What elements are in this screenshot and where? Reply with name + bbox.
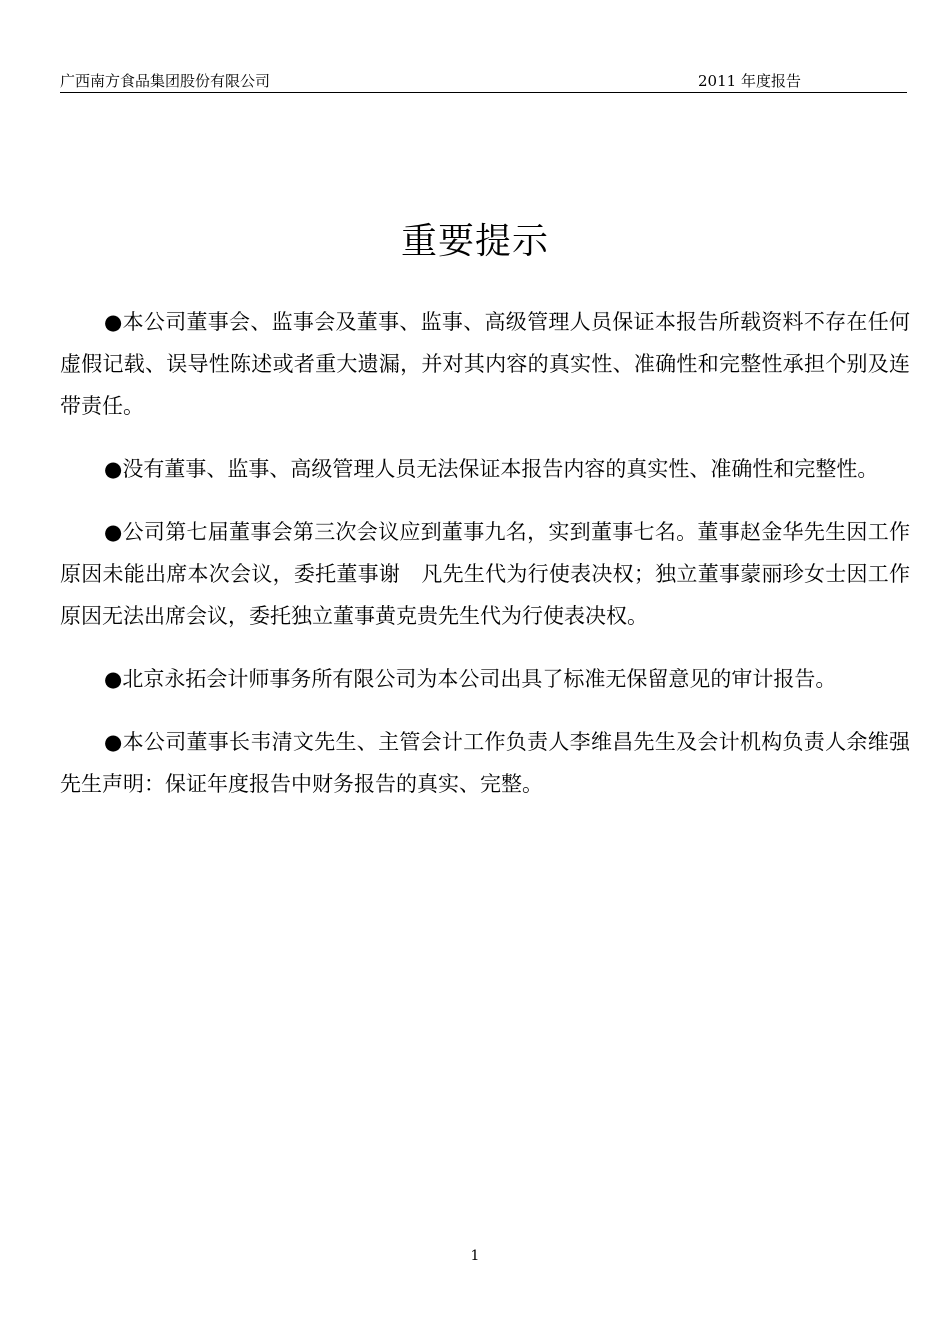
notice-body bbox=[60, 301, 910, 826]
notice-paragraph-3: ●公司第七届董事会第三次会议应到董事九名，实到董事七名。董事赵金华先生因工作原因未能出席本次会议，委托董事谢 凡先生代为行使表决权；独立董事蒙丽珍女士因工作原因无法出席会议，委托独立董事黄克贵先生代为行使表决权。 bbox=[60, 520, 910, 628]
page-number: 1 bbox=[470, 1248, 480, 1264]
header-report-title: 2011 年度报告 bbox=[698, 72, 801, 90]
page-header bbox=[60, 68, 907, 93]
header-company-name: 广西南方食品集团股份有限公司 bbox=[60, 72, 271, 90]
page-title: 重要提示 bbox=[400, 221, 549, 262]
notice-paragraph-1: ●本公司董事会、监事会及董事、监事、高级管理人员保证本报告所载资料不存在任何虚假记载、误导性陈述或者重大遗漏，并对其内容的真实性、准确性和完整性承担个别及连带责任。 bbox=[60, 310, 910, 418]
notice-paragraph-5: ●本公司董事长韦清文先生、主管会计工作负责人李维昌先生及会计机构负责人余维强先生声明：保证年度报告中财务报告的真实、完整。 bbox=[60, 730, 910, 796]
notice-paragraph-2: ●没有董事、监事、高级管理人员无法保证本报告内容的真实性、准确性和完整性。 bbox=[104, 457, 879, 481]
notice-paragraph-4: ●北京永拓会计师事务所有限公司为本公司出具了标准无保留意见的审计报告。 bbox=[104, 667, 837, 691]
